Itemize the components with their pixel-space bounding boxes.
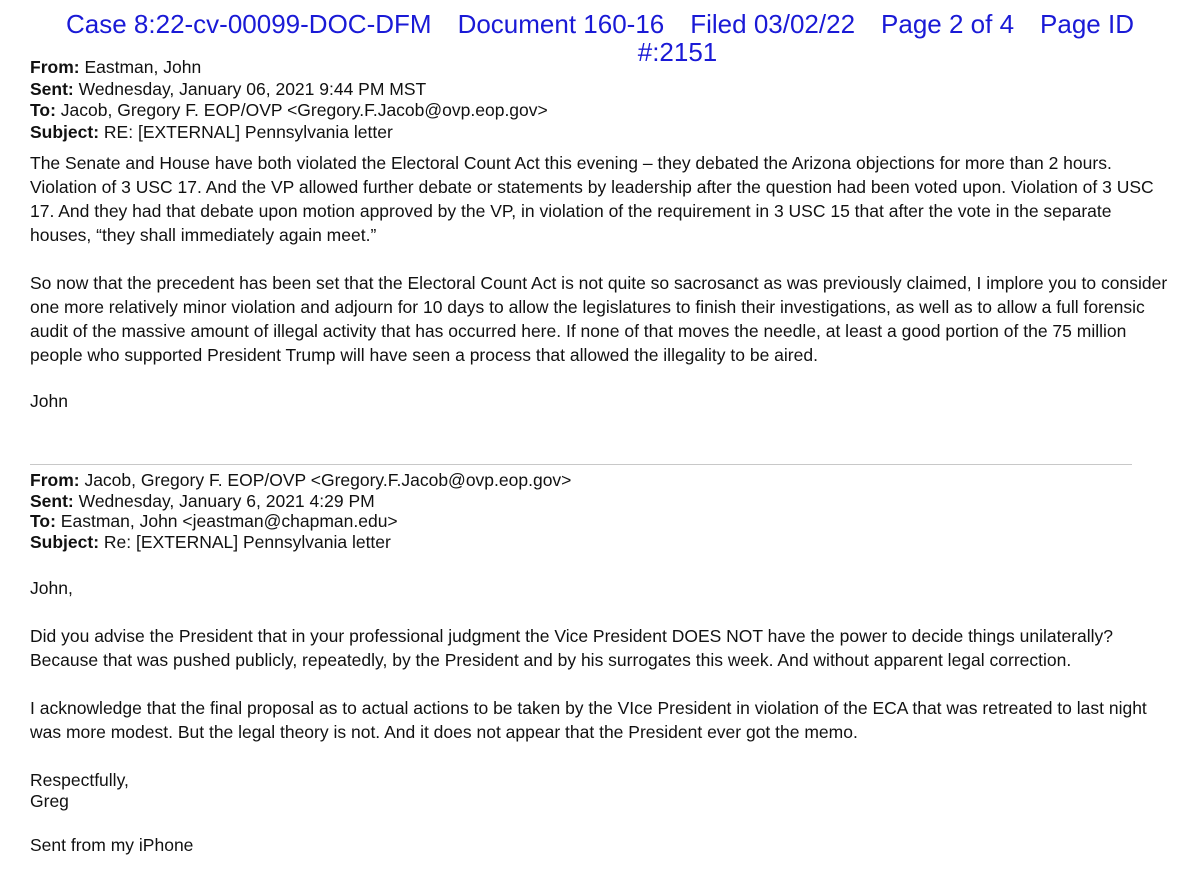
email-body [30,576,1170,744]
sent-from-note: Sent from my iPhone [30,835,194,855]
email-body [30,151,1170,367]
from-label: From: [30,470,80,490]
to-line [30,100,1170,122]
court-filing-header-line [0,10,1200,38]
page-id-label: Page ID [1040,9,1134,39]
sent-label: Sent: [30,490,74,511]
sent-value: Wednesday, January 06, 2021 9:44 PM MST [78,78,427,99]
from-value: Jacob, Gregory F. EOP/OVP <Gregory.F.Jacob@ovp.eop.gov> [84,470,572,490]
subject-line [30,122,1170,144]
from-label: From: [30,57,80,77]
page-id-number: #:2151 [637,37,718,67]
greeting: John, [30,578,73,598]
to-label: To: [30,511,56,531]
body-paragraph: The Senate and House have both violated the Electoral Count Act this evening – they debated the Arizona objections for more than 2 hours. Violation of 3 USC 17. And the VP allowed further debate or statements by leadership after the question had been voted upon. Violation of 3 USC 17. And they had that debate upon motion approved by the VP, in violation of the requirement in 3 USC 15 that after the vote in the separate houses, “they shall immediately again meet.” [30,153,1154,245]
page-number: Page 2 of 4 [881,9,1015,39]
from-line [30,470,1170,491]
subject-label: Subject: [30,121,100,142]
signature: John [30,391,68,411]
to-line [30,511,1170,532]
email-reply-eastman [30,57,1170,413]
to-value: Eastman, John <jeastman@chapman.edu> [60,511,398,531]
closing-block [30,770,1170,811]
body-paragraph: So now that the precedent has been set that the Electoral Count Act is not quite so sacrosanct as was previously claimed, I implore you to consider one more relatively minor violation and adjourn for 10 days to allow the legislatures to finish their investigations, as well as to allow a full forensic audit of the massive amount of illegal activity that has occurred here. If none of that moves the needle, at least a good portion of the 75 million people who supported President Trump will have seen a process that allowed the illegality to be aired. [30,273,1168,365]
to-label: To: [30,100,56,120]
sent-value: Wednesday, January 6, 2021 4:29 PM [78,490,375,511]
closing: Respectfully, [30,770,129,790]
email-divider [30,464,1132,465]
subject-line [30,532,1170,553]
subject-value: RE: [EXTERNAL] Pennsylvania letter [103,121,393,142]
body-paragraph: I acknowledge that the final proposal as to actual actions to be taken by the VIce President in violation of the ECA that was retreated to last night was more modest. But the legal theory is not. And it does not appear that the President ever got the memo. [30,698,1147,742]
case-number: Case 8:22-cv-00099-DOC-DFM [66,9,432,39]
sent-line [30,491,1170,512]
sent-label: Sent: [30,78,74,99]
body-paragraph: Did you advise the President that in your professional judgment the Vice President DOES NOT have the power to decide things unilaterally? Because that was pushed publicly, repeatedly, by the President and by his surrogates this week. And without apparent legal correction. [30,626,1114,670]
email-header [30,57,1170,143]
signature: Greg [30,790,69,811]
subject-value: Re: [EXTERNAL] Pennsylvania letter [103,531,391,552]
subject-label: Subject: [30,531,100,552]
from-value: Eastman, John [84,57,202,77]
email-header [30,470,1170,552]
filed-date: Filed 03/02/22 [690,9,856,39]
from-line [30,57,1170,79]
to-value: Jacob, Gregory F. EOP/OVP <Gregory.F.Jacob@ovp.eop.gov> [60,100,548,120]
sent-line [30,79,1170,101]
email-original-jacob [30,470,1170,855]
document-number: Document 160-16 [457,9,665,39]
